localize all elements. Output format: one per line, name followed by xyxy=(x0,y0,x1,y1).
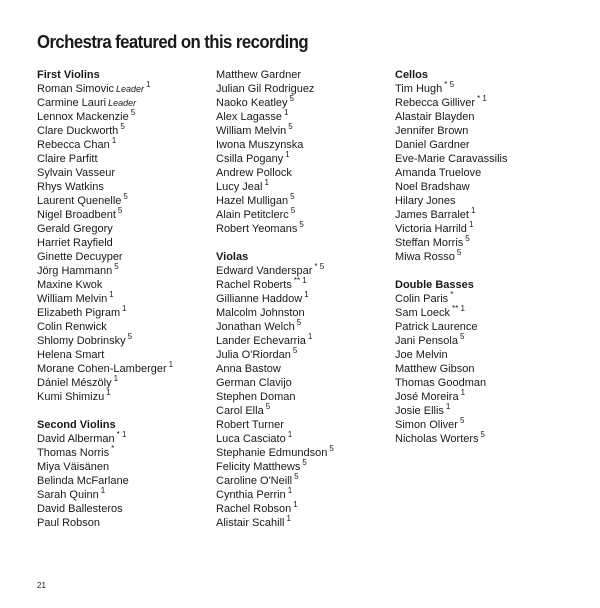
musician-entry xyxy=(37,264,215,278)
roster-section xyxy=(216,68,394,236)
musician-name: Laurent Quenelle xyxy=(37,195,122,207)
roster-section xyxy=(395,278,573,446)
musician-name: Iwona Muszynska xyxy=(216,139,304,151)
musician-name: Helena Smart xyxy=(37,349,105,361)
musician-entry xyxy=(216,376,394,390)
musician-note: 5 xyxy=(289,94,294,104)
musician-entry xyxy=(216,516,394,530)
musician-note: 1 xyxy=(122,304,127,314)
musician-entry xyxy=(37,194,215,208)
musician-name: Stephanie Edmundson xyxy=(216,447,328,459)
section-heading: Cellos xyxy=(395,69,429,81)
section-heading: Violas xyxy=(216,251,249,263)
musician-name: Thomas Norris xyxy=(37,447,110,459)
roster-section xyxy=(216,250,394,530)
musician-name: William Melvin xyxy=(216,125,287,137)
musician-entry xyxy=(395,404,573,418)
musician-name: Felicity Matthews xyxy=(216,461,301,473)
musician-entry xyxy=(395,376,573,390)
roster-column-1 xyxy=(37,68,215,544)
musician-entry xyxy=(395,180,573,194)
musician-name: Robert Turner xyxy=(216,419,284,431)
musician-entry xyxy=(395,96,573,110)
musician-entry xyxy=(395,124,573,138)
musician-entry xyxy=(216,502,394,516)
musician-note: 1 xyxy=(113,374,119,384)
musician-entry xyxy=(395,348,573,362)
musician-note: 5 xyxy=(290,206,296,216)
musician-name: James Barralet xyxy=(395,209,469,221)
musician-name: Roman Simovic xyxy=(37,83,115,95)
musician-name: Ginette Decuyper xyxy=(37,251,123,263)
musician-entry xyxy=(216,418,394,432)
musician-name: José Moreira xyxy=(395,391,459,403)
musician-name: Edward Vanderspar xyxy=(216,265,313,277)
musician-entry xyxy=(395,250,573,264)
musician-name: Nigel Broadbent xyxy=(37,209,116,221)
musician-name: Rebecca Chan xyxy=(37,139,110,151)
musician-name: Jonathan Welch xyxy=(216,321,295,333)
musician-entry xyxy=(216,404,394,418)
musician-entry xyxy=(395,306,573,320)
musician-note: 5 xyxy=(480,430,485,440)
musician-name: Tim Hugh xyxy=(395,83,443,95)
musician-note: 1 xyxy=(109,290,114,300)
musician-entry xyxy=(37,250,215,264)
musician-name: Amanda Truelove xyxy=(395,167,482,179)
musician-note: 5 xyxy=(117,206,123,216)
musician-name: David Ballesteros xyxy=(37,503,123,515)
musician-note: 5 xyxy=(465,234,470,244)
musician-name: Matthew Gardner xyxy=(216,69,301,81)
musician-entry xyxy=(216,474,394,488)
musician-name: Malcolm Johnston xyxy=(216,307,305,319)
musician-entry xyxy=(37,152,215,166)
musician-note: 5 xyxy=(296,318,302,328)
musician-name: Stephen Doman xyxy=(216,391,296,403)
musician-note: 1 xyxy=(168,360,174,370)
musician-entry xyxy=(395,432,573,446)
musician-note: 5 xyxy=(123,192,128,202)
roster-section xyxy=(37,68,215,404)
musician-entry xyxy=(395,362,573,376)
musician-note: 1 xyxy=(445,402,451,412)
musician-entry xyxy=(216,306,394,320)
musician-note: 5 xyxy=(127,332,133,342)
musician-role: Leader xyxy=(116,84,145,94)
musician-entry xyxy=(37,432,215,446)
musician-note: 1 xyxy=(264,178,269,188)
musician-name: Lennox Mackenzie xyxy=(37,111,129,123)
musician-name: Julia O'Riordan xyxy=(216,349,291,361)
musician-entry xyxy=(216,222,394,236)
musician-name: Josie Ellis xyxy=(395,405,444,417)
musician-name: Hilary Jones xyxy=(395,195,456,207)
musician-name: Patrick Laurence xyxy=(395,321,478,333)
musician-entry xyxy=(395,236,573,250)
musician-note: 5 xyxy=(456,248,462,258)
musician-entry xyxy=(216,124,394,138)
musician-entry xyxy=(216,334,394,348)
musician-name: Colin Paris xyxy=(395,293,449,305)
musician-note: 5 xyxy=(302,458,307,468)
musician-name: David Alberman xyxy=(37,433,115,445)
musician-name: Belinda McFarlane xyxy=(37,475,129,487)
musician-entry xyxy=(37,516,215,530)
musician-entry xyxy=(37,208,215,222)
musician-note: 5 xyxy=(130,108,136,118)
musician-name: Cynthia Perrin xyxy=(216,489,286,501)
musician-name: Joe Melvin xyxy=(395,349,448,361)
musician-note: * 1 xyxy=(116,430,127,440)
musician-note: 5 xyxy=(329,444,334,454)
musician-entry xyxy=(395,390,573,404)
roster-column-2 xyxy=(216,68,394,544)
musician-entry xyxy=(216,194,394,208)
musician-entry xyxy=(37,82,215,96)
musician-note: 1 xyxy=(293,500,298,510)
musician-entry xyxy=(216,68,394,82)
musician-name: Sam Loeck xyxy=(395,307,451,319)
musician-name: Maxine Kwok xyxy=(37,279,103,291)
musician-entry xyxy=(37,236,215,250)
musician-name: Caroline O'Neill xyxy=(216,475,293,487)
musician-name: Morane Cohen-Lamberger xyxy=(37,363,167,375)
musician-note: 5 xyxy=(120,122,125,132)
musician-entry xyxy=(37,222,215,236)
musician-entry xyxy=(37,334,215,348)
musician-name: German Clavijo xyxy=(216,377,292,389)
musician-entry xyxy=(37,488,215,502)
musician-name: Gerald Gregory xyxy=(37,223,113,235)
musician-name: Daniel Gardner xyxy=(395,139,470,151)
section-heading: Second Violins xyxy=(37,419,116,431)
musician-note: 1 xyxy=(285,150,290,160)
musician-entry xyxy=(37,96,215,110)
musician-entry xyxy=(37,278,215,292)
roster-section xyxy=(37,418,215,530)
musician-name: Carmine Lauri xyxy=(37,97,107,109)
musician-name: Naoko Keatley xyxy=(216,97,288,109)
musician-entry xyxy=(216,460,394,474)
musician-entry xyxy=(395,334,573,348)
musician-name: Noel Bradshaw xyxy=(395,181,470,193)
musician-note: 5 xyxy=(460,332,465,342)
section-heading: First Violins xyxy=(37,69,100,81)
musician-name: William Melvin xyxy=(37,293,108,305)
musician-note: 1 xyxy=(287,430,293,440)
musician-entry xyxy=(395,292,573,306)
musician-entry xyxy=(37,166,215,180)
musician-name: Csilla Pogany xyxy=(216,153,284,165)
musician-entry xyxy=(216,138,394,152)
musician-note: 1 xyxy=(106,388,111,398)
musician-entry xyxy=(37,460,215,474)
musician-name: Clare Duckworth xyxy=(37,125,119,137)
musician-name: Paul Robson xyxy=(37,517,100,529)
musician-note: 1 xyxy=(284,108,289,118)
musician-entry xyxy=(37,390,215,404)
musician-entry xyxy=(37,320,215,334)
musician-entry xyxy=(37,124,215,138)
musician-note: * xyxy=(450,290,454,300)
musician-name: Kumi Shimizu xyxy=(37,391,105,403)
musician-name: Alain Petitclerc xyxy=(216,209,289,221)
musician-name: Colin Renwick xyxy=(37,321,107,333)
musician-entry xyxy=(395,320,573,334)
musician-entry xyxy=(37,138,215,152)
musician-note: 5 xyxy=(290,192,295,202)
musician-note: 1 xyxy=(304,290,309,300)
musician-name: Alex Lagasse xyxy=(216,111,283,123)
musician-note: 1 xyxy=(470,206,476,216)
musician-note: ** 1 xyxy=(452,304,465,314)
musician-name: Elizabeth Pigram xyxy=(37,307,121,319)
musician-note: 1 xyxy=(460,388,466,398)
musician-name: Sylvain Vasseur xyxy=(37,167,116,179)
musician-entry xyxy=(216,180,394,194)
musician-note: 5 xyxy=(459,416,465,426)
musician-entry xyxy=(37,306,215,320)
musician-name: Julian Gil Rodriguez xyxy=(216,83,315,95)
musician-entry xyxy=(216,292,394,306)
musician-name: Dániel Mészöly xyxy=(37,377,112,389)
musician-name: Victoria Harrild xyxy=(395,223,467,235)
musician-entry xyxy=(216,488,394,502)
musician-note: 1 xyxy=(111,136,117,146)
roster-section xyxy=(395,68,573,264)
musician-name: Matthew Gibson xyxy=(395,363,475,375)
musician-note: 5 xyxy=(265,402,271,412)
musician-name: Andrew Pollock xyxy=(216,167,292,179)
musician-name: Rachel Roberts xyxy=(216,279,292,291)
musician-entry xyxy=(216,82,394,96)
musician-name: Anna Bastow xyxy=(216,363,281,375)
musician-note: 1 xyxy=(286,514,291,524)
musician-entry xyxy=(216,432,394,446)
musician-entry xyxy=(37,110,215,124)
musician-entry xyxy=(216,390,394,404)
musician-entry xyxy=(216,362,394,376)
musician-name: Eve-Marie Caravassilis xyxy=(395,153,508,165)
musician-entry xyxy=(395,110,573,124)
musician-note: * 5 xyxy=(314,262,325,272)
musician-name: Jörg Hammann xyxy=(37,265,113,277)
musician-entry xyxy=(395,152,573,166)
roster-column-3 xyxy=(395,68,573,460)
musician-entry xyxy=(37,502,215,516)
musician-name: Miya Väisänen xyxy=(37,461,110,473)
musician-name: Nicholas Worters xyxy=(395,433,479,445)
musician-note: 5 xyxy=(299,220,304,230)
musician-note: ** 1 xyxy=(293,276,307,286)
musician-entry xyxy=(216,208,394,222)
musician-note: 5 xyxy=(294,472,299,482)
musician-name: Hazel Mulligan xyxy=(216,195,289,207)
musician-name: Harriet Rayfield xyxy=(37,237,113,249)
section-heading: Double Basses xyxy=(395,279,474,291)
musician-name: Rhys Watkins xyxy=(37,181,104,193)
musician-note: 5 xyxy=(292,346,298,356)
musician-entry xyxy=(395,138,573,152)
musician-name: Lucy Jeal xyxy=(216,181,263,193)
musician-name: Gillianne Haddow xyxy=(216,293,303,305)
musician-entry xyxy=(216,320,394,334)
musician-name: Jani Pensola xyxy=(395,335,458,347)
musician-note: 1 xyxy=(468,220,474,230)
musician-entry xyxy=(395,166,573,180)
musician-name: Jennifer Brown xyxy=(395,125,469,137)
musician-entry xyxy=(216,96,394,110)
musician-name: Simon Oliver xyxy=(395,419,458,431)
musician-name: Robert Yeomans xyxy=(216,223,298,235)
musician-name: Thomas Goodman xyxy=(395,377,487,389)
musician-note: * xyxy=(111,444,115,454)
musician-entry xyxy=(37,446,215,460)
musician-name: Luca Casciato xyxy=(216,433,286,445)
musician-entry xyxy=(395,222,573,236)
musician-entry xyxy=(216,110,394,124)
musician-note: 1 xyxy=(287,486,293,496)
musician-note: 5 xyxy=(288,122,293,132)
musician-note: * 1 xyxy=(477,94,487,104)
musician-entry xyxy=(37,376,215,390)
musician-name: Rebecca Gilliver xyxy=(395,97,476,109)
musician-name: Alistair Scahill xyxy=(216,517,285,529)
musician-role: Leader xyxy=(108,98,137,108)
musician-entry xyxy=(37,348,215,362)
musician-note: * 5 xyxy=(444,80,455,90)
musician-note: 5 xyxy=(114,262,119,272)
musician-name: Claire Parfitt xyxy=(37,153,98,165)
musician-entry xyxy=(37,474,215,488)
musician-name: Steffan Morris xyxy=(395,237,464,249)
musician-name: Sarah Quinn xyxy=(37,489,99,501)
musician-name: Carol Ella xyxy=(216,405,264,417)
musician-note: 1 xyxy=(307,332,313,342)
musician-note: 1 xyxy=(100,486,106,496)
musician-entry xyxy=(395,194,573,208)
musician-name: Miwa Rosso xyxy=(395,251,455,263)
musician-entry xyxy=(395,208,573,222)
musician-entry xyxy=(216,166,394,180)
musician-name: Lander Echevarria xyxy=(216,335,306,347)
musician-note: 1 xyxy=(146,80,151,90)
musician-entry xyxy=(216,348,394,362)
musician-entry xyxy=(37,362,215,376)
musician-name: Alastair Blayden xyxy=(395,111,475,123)
page-number: 21 xyxy=(37,581,46,590)
page-title: Orchestra featured on this recording xyxy=(37,32,309,52)
musician-name: Shlomy Dobrinsky xyxy=(37,335,126,347)
musician-name: Rachel Robson xyxy=(216,503,292,515)
musician-entry xyxy=(216,152,394,166)
